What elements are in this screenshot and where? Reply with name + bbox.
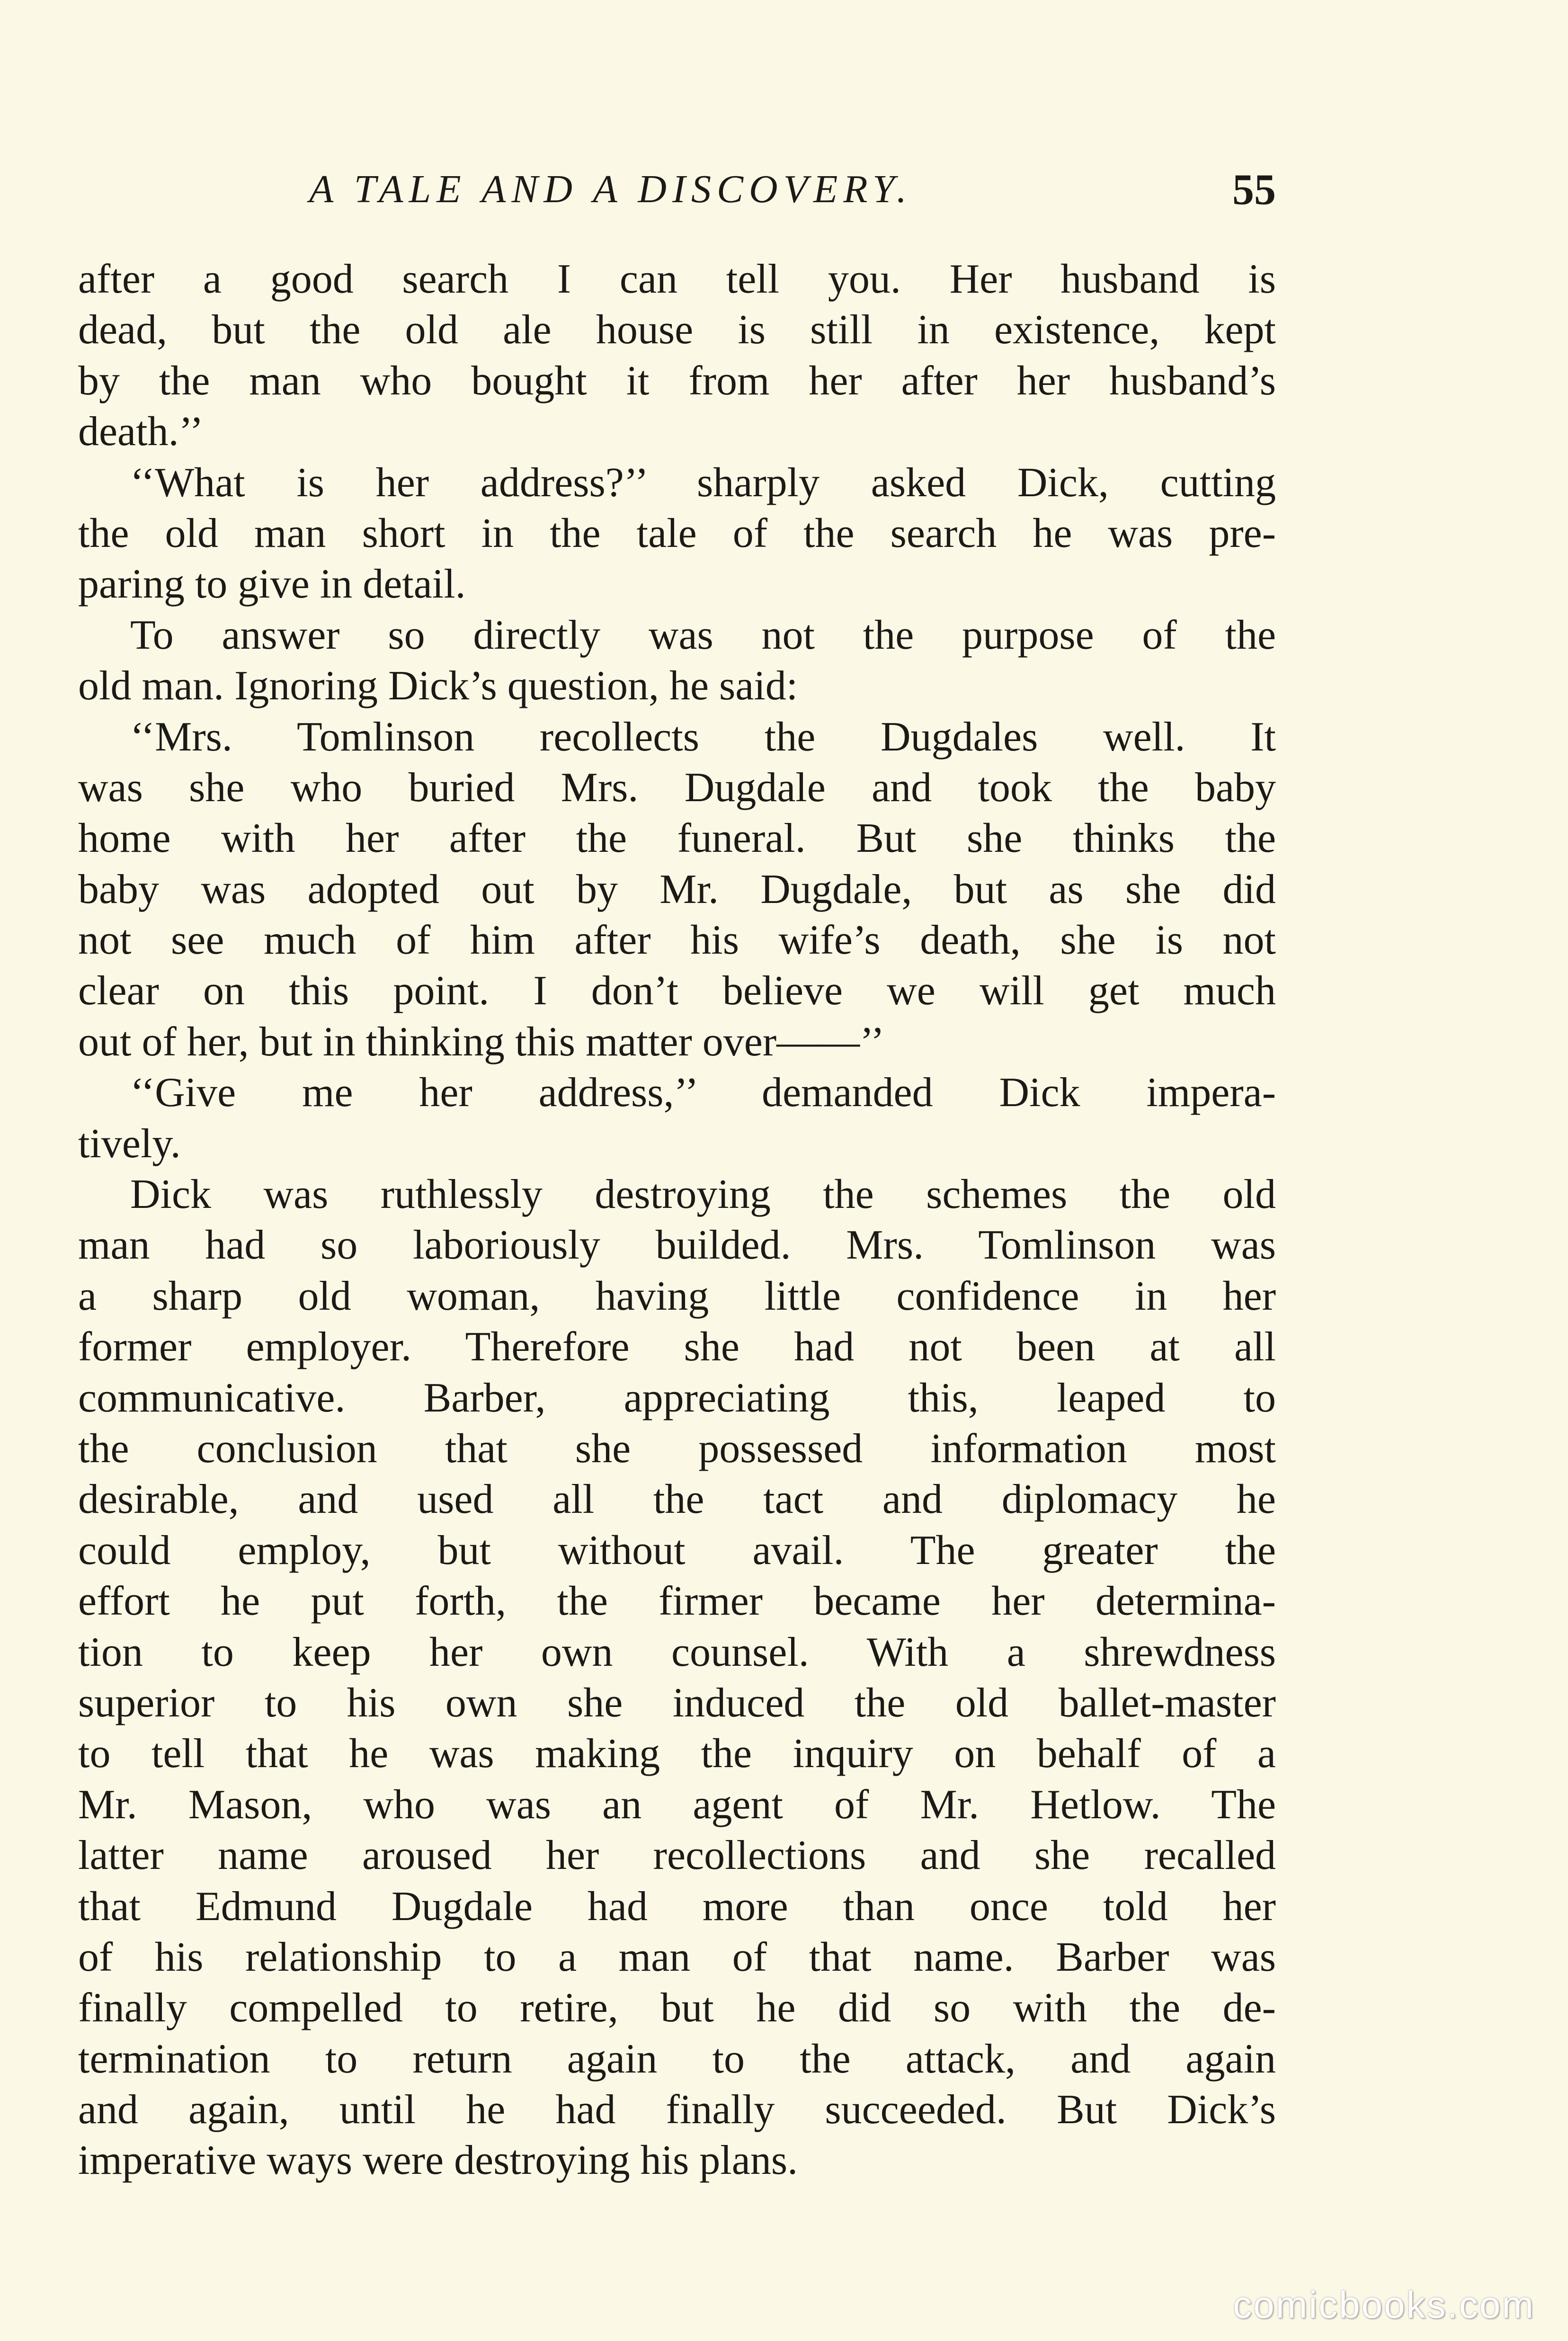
text-line: communicative. Barber, appreciating this, leaped to [78, 1375, 1276, 1421]
body-text [78, 254, 1276, 2186]
text-line: by the man who bought it from her after her husband’s [78, 357, 1276, 404]
text-line: not see much of him after his wife’s death, she is not [78, 917, 1276, 964]
text-line: former employer. Therefore she had not been at all [78, 1324, 1276, 1370]
text-line: Dick was ruthlessly destroying the schemes the old [130, 1171, 1276, 1218]
text-line: home with her after the funeral. But she thinks the [78, 815, 1276, 862]
text-line: effort he put forth, the firmer became her determina- [78, 1578, 1276, 1625]
running-head [78, 161, 1276, 218]
text-line: the old man short in the tale of the search he was pre- [78, 510, 1276, 556]
text-line: desirable, and used all the tact and diplomacy he [78, 1476, 1276, 1523]
text-line: to tell that he was making the inquiry on behalf of a [78, 1731, 1276, 1777]
text-line: tively. [78, 1120, 181, 1167]
text-line: To answer so directly was not the purpose of the [130, 612, 1276, 658]
text-line: termination to return again to the attack, and again [78, 2036, 1276, 2082]
text-line: was she who buried Mrs. Dugdale and took the baby [78, 764, 1276, 811]
text-line: clear on this point. I don’t believe we will get much [78, 968, 1276, 1014]
text-line: and again, until he had finally succeeded. But Dick’s [78, 2087, 1276, 2133]
text-line: a sharp old woman, having little confidence in her [78, 1273, 1276, 1319]
text-line: Mr. Mason, who was an agent of Mr. Hetlow. The [78, 1781, 1276, 1828]
page-number: 55 [1232, 165, 1276, 214]
text-line: latter name aroused her recollections and she recalled [78, 1832, 1276, 1879]
text-line: ‘‘What is her address?’’ sharply asked Dick, cutting [130, 459, 1276, 506]
text-line: after a good search I can tell you. Her husband is [78, 256, 1276, 302]
text-line: of his relationship to a man of that name. Barber was [78, 1934, 1276, 1980]
text-line: superior to his own she induced the old ballet-master [78, 1680, 1276, 1726]
text-line: the conclusion that she possessed information most [78, 1425, 1276, 1472]
text-line: tion to keep her own counsel. With a shrewdness [78, 1629, 1276, 1675]
text-line: man had so laboriously builded. Mrs. Tomlinson was [78, 1222, 1276, 1269]
text-line: old man. Ignoring Dick’s question, he said: [78, 663, 798, 709]
text-line: out of her, but in thinking this matter over——’’ [78, 1019, 885, 1065]
running-title: A TALE AND A DISCOVERY. [309, 167, 913, 211]
text-line: death.’’ [78, 409, 204, 455]
text-line: could employ, but without avail. The greater the [78, 1527, 1276, 1573]
text-line: baby was adopted out by Mr. Dugdale, but as she did [78, 866, 1276, 912]
watermark: comicbooks.com [1233, 2284, 1535, 2326]
text-line: ‘‘Mrs. Tomlinson recollects the Dugdales well. It [130, 714, 1276, 760]
text-line: dead, but the old ale house is still in existence, kept [78, 307, 1276, 353]
text-line: paring to give in detail. [78, 561, 466, 608]
text-line: ‘‘Give me her address,’’ demanded Dick impera- [130, 1070, 1276, 1116]
text-line: imperative ways were destroying his plans. [78, 2137, 798, 2184]
text-line: finally compelled to retire, but he did so with the de- [78, 1985, 1276, 2031]
text-line: that Edmund Dugdale had more than once told her [78, 1883, 1276, 1930]
